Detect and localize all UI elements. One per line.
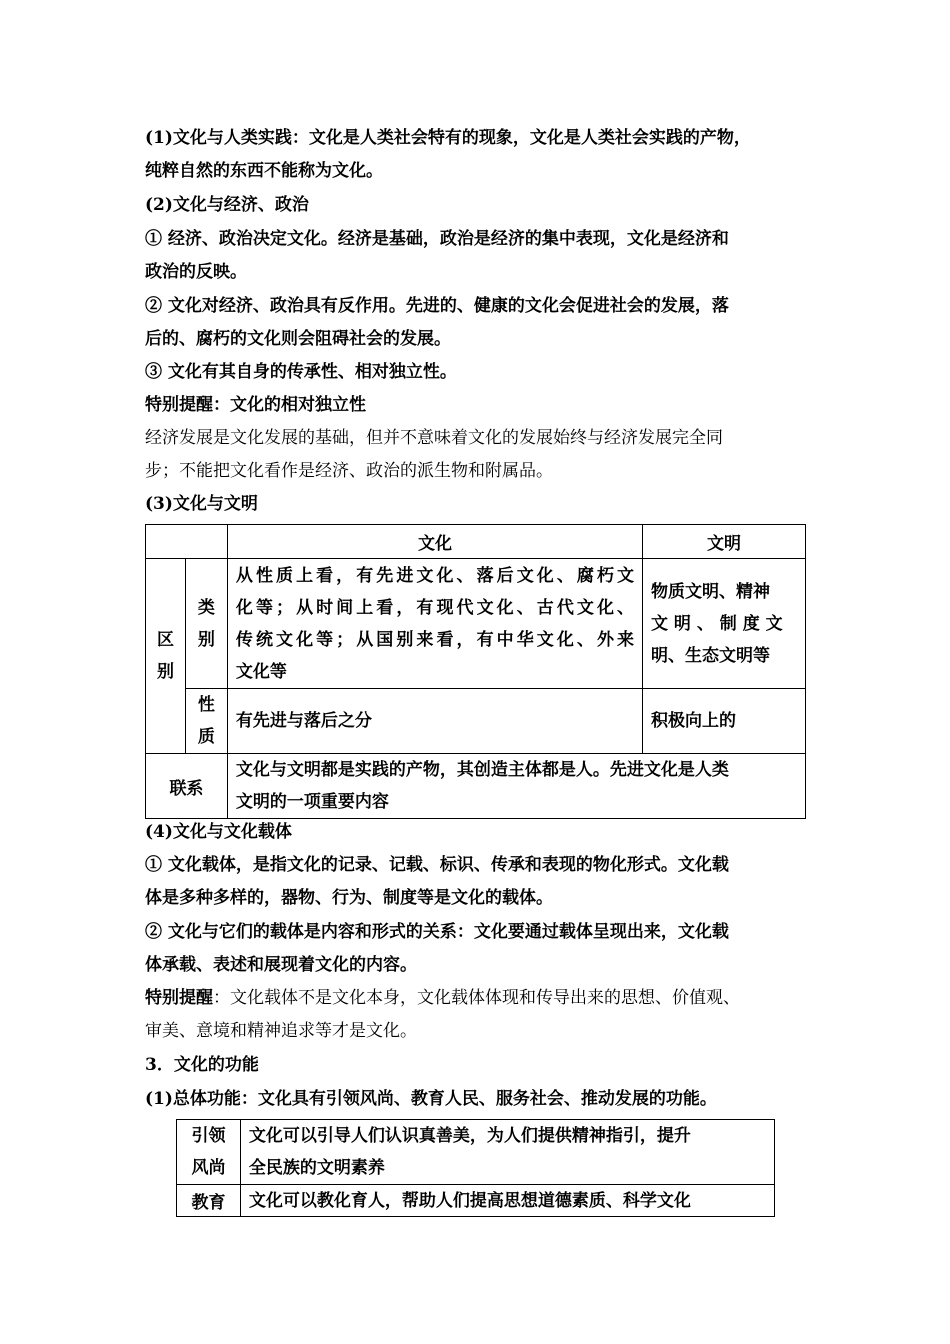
paragraph-line: 政治的反映。 bbox=[145, 262, 247, 282]
nature-culture-cell bbox=[227, 689, 642, 754]
cell-line: 文化等 bbox=[235, 661, 287, 682]
row-relation-label: 联系 bbox=[146, 754, 228, 819]
cell-line: 文化与文明都是实践的产物，其创造主体都是人。先进文化是人类 bbox=[235, 760, 729, 780]
paragraph-line: 体是多种多样的，器物、行为、制度等是文化的载体。 bbox=[145, 888, 553, 908]
cell-line: 从性质上看，有先进文化、落后文化、腐朽文 bbox=[235, 565, 635, 586]
cell-line: 传统文化等；从国别来看，有中华文化、外来 bbox=[235, 629, 635, 650]
row-category-label bbox=[185, 559, 227, 689]
section-heading: (3)文化与文明 bbox=[145, 494, 258, 514]
table-row-category bbox=[146, 559, 806, 689]
function-text-cell bbox=[240, 1120, 774, 1185]
cell-line: 全民族的文明素养 bbox=[248, 1158, 385, 1178]
paragraph-line: ③ 文化有其自身的传承性、相对独立性。 bbox=[145, 362, 457, 382]
cell-line: 有先进与落后之分 bbox=[235, 711, 372, 731]
paragraph-line: 体承载、表述和展现着文化的内容。 bbox=[145, 955, 417, 975]
paragraph-line: ① 文化载体，是指文化的记录、记载、标识、传承和表现的物化形式。文化载 bbox=[145, 855, 729, 875]
function-label-cell: 教育 bbox=[177, 1185, 241, 1217]
culture-function-table bbox=[176, 1119, 775, 1217]
cell-line: 文化可以引导人们认识真善美，为人们提供精神指引，提升 bbox=[248, 1126, 691, 1146]
relation-cell bbox=[227, 754, 805, 819]
row-group-difference bbox=[146, 559, 186, 754]
paragraph-line: ② 文化与它们的载体是内容和形式的关系：文化要通过载体呈现出来，文化载 bbox=[145, 922, 729, 942]
cell-line: 文明的一项重要内容 bbox=[235, 792, 389, 812]
cell-line: 明、生态文明等 bbox=[651, 645, 771, 666]
table-row-relation bbox=[146, 754, 806, 819]
function-text-cell bbox=[240, 1185, 774, 1217]
culture-civilization-table bbox=[145, 524, 806, 819]
table-row-nature bbox=[146, 689, 806, 754]
paragraph-line: ② 文化对经济、政治具有反作用。先进的、健康的文化会促进社会的发展，落 bbox=[145, 296, 729, 316]
section-heading: (2)文化与经济、政治 bbox=[145, 195, 309, 215]
header-culture: 文化 bbox=[227, 525, 642, 559]
nature-civilization-cell bbox=[643, 689, 806, 754]
paragraph-line: 经济发展是文化发展的基础，但并不意味着文化的发展始终与经济发展完全同 bbox=[145, 428, 723, 448]
cell-line: 引领 bbox=[191, 1126, 226, 1146]
paragraph-line: 审美、意境和精神追求等才是文化。 bbox=[145, 1021, 417, 1041]
cell-line: 风尚 bbox=[191, 1158, 226, 1178]
header-civilization: 文明 bbox=[643, 525, 806, 559]
special-note-line bbox=[145, 986, 740, 1010]
special-note-label: 特别提醒 bbox=[145, 988, 213, 1008]
row-nature-label bbox=[185, 689, 227, 754]
table-row bbox=[177, 1120, 775, 1185]
paragraph-line: 纯粹自然的东西不能称为文化。 bbox=[145, 161, 383, 181]
paragraph-line: ① 经济、政治决定文化。经济是基础，政治是经济的集中表现，文化是经济和 bbox=[145, 229, 729, 249]
paragraph-line: 步；不能把文化看作是经济、政治的派生物和附属品。 bbox=[145, 461, 553, 481]
function-label-cell bbox=[177, 1120, 241, 1185]
cell-line: 文 明 、 制 度 文 bbox=[651, 613, 783, 634]
cell-line: 化等；从时间上看，有现代文化、古代文化、 bbox=[235, 597, 635, 618]
cell-line: 物质文明、精神 bbox=[651, 581, 771, 602]
special-note-text: ：文化载体不是文化本身，文化载体体现和传导出来的思想、价值观、 bbox=[213, 988, 740, 1008]
row-category-text: 类别 bbox=[197, 597, 215, 650]
table-row bbox=[177, 1185, 775, 1217]
table-corner-cell bbox=[146, 525, 228, 559]
paragraph-line: (1)总体功能：文化具有引领风尚、教育人民、服务社会、推动发展的功能。 bbox=[145, 1089, 717, 1109]
row-group-label: 区别 bbox=[156, 630, 174, 682]
cell-line: 文化可以教化育人，帮助人们提高思想道德素质、科学文化 bbox=[248, 1190, 691, 1211]
row-nature-text: 性质 bbox=[197, 695, 215, 747]
special-note-heading: 特别提醒：文化的相对独立性 bbox=[145, 395, 366, 415]
paragraph-line: 后的、腐朽的文化则会阻碍社会的发展。 bbox=[145, 329, 451, 349]
section-heading: 3．文化的功能 bbox=[145, 1055, 259, 1075]
paragraph-line: (1)文化与人类实践：文化是人类社会特有的现象，文化是人类社会实践的产物， bbox=[145, 128, 751, 148]
cell-line: 积极向上的 bbox=[651, 711, 737, 731]
category-culture-cell bbox=[227, 559, 642, 689]
table-header-row bbox=[146, 525, 806, 559]
section-heading: (4)文化与文化载体 bbox=[145, 822, 292, 842]
category-civilization-cell bbox=[643, 559, 806, 689]
